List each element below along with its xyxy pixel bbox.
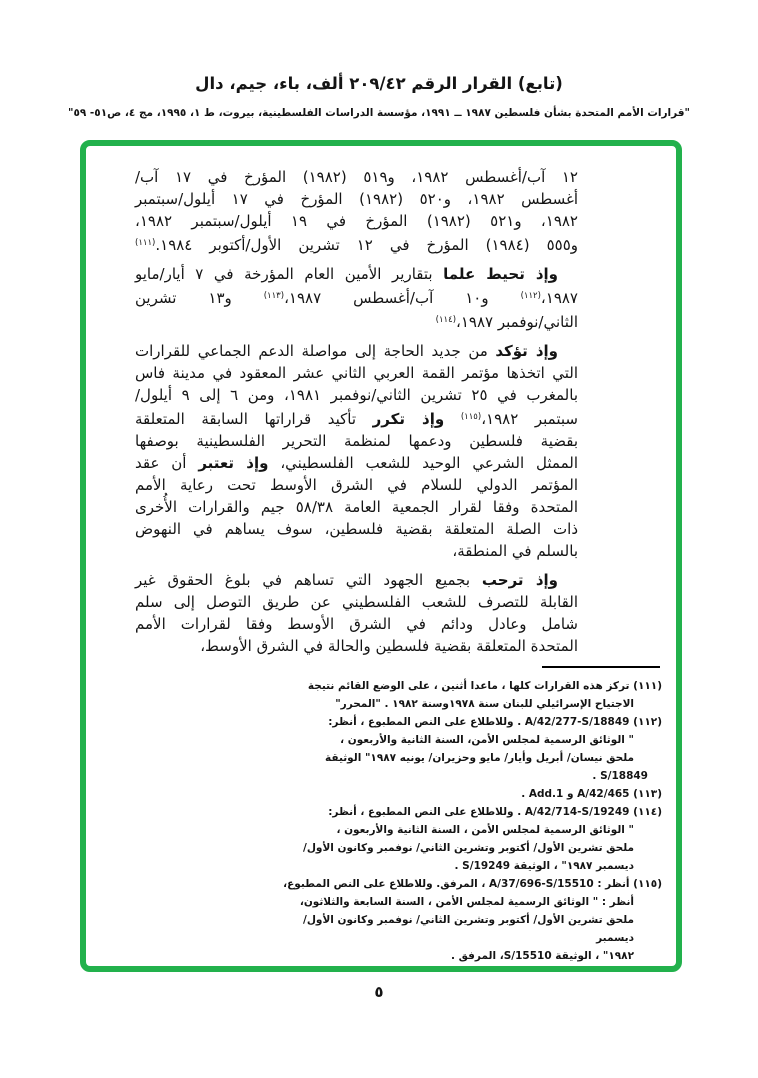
text-line: [135, 285, 578, 309]
text-line: [135, 232, 578, 256]
text-segment: و٥٥٥ (١٩٨٤) المؤرخ في ١٢ تشرين الأول/أكتوبر ١٩٨٤.: [155, 236, 578, 254]
text-segment: شامل وعادل ودائم في الشرق الأوسط وفقا لقرارات الأمم: [135, 615, 578, 633]
page-number: ٥: [374, 983, 384, 1001]
text-segment: وإذ تحيط علما: [443, 265, 558, 283]
text-line: [135, 569, 578, 591]
text-segment: و١٠ آب/أغسطس ١٩٨٧،: [284, 289, 521, 307]
source-citation: "قرارات الأمم المتحدة بشأن فلسطين ١٩٨٧ ــ ١٩٩١، مؤسسة الدراسات الفلسطينية، بيروت، ط ١، ١٩٩٥، مج ٤، ص٥١- ٥٩": [67, 107, 691, 119]
footnote-ref: (١١١): [135, 238, 156, 248]
text-line: [282, 767, 662, 785]
text-segment: بجميع الجهود التي تساهم في بلوغ الحقوق غير: [135, 571, 482, 589]
text-line: [282, 839, 662, 857]
text-segment: بتقارير الأمين العام المؤرخة في ٧ أيار/مايو: [135, 265, 444, 283]
text-segment: وإذ تؤكد: [495, 342, 559, 360]
text-segment: بالمغرب في ٢٥ تشرين الثاني/نوفمبر ١٩٨١، ومن ٦ إلى ٩ أيلول/: [135, 386, 578, 404]
text-line: [282, 695, 662, 713]
text-segment: (١١٣) A/42/465 و Add.1 .: [521, 788, 662, 800]
text-line: [135, 430, 578, 452]
text-segment: " الوثائق الرسمية لمجلس الأمن، السنة الثانية والأربعون ،: [340, 734, 634, 746]
text-segment: أغسطس ١٩٨٢، و٥٢٠ (١٩٨٢) المؤرخ في ١٧ أيلول/سبتمبر: [135, 190, 578, 208]
text-segment: " الوثائق الرسمية لمجلس الأمن ، السنة الثانية والأربعون ،: [336, 824, 634, 836]
text-line: [282, 857, 662, 875]
text-segment: ١٩٨٧،: [540, 289, 578, 307]
footnote-ref: (١١٤): [435, 315, 457, 325]
text-line: [282, 713, 662, 731]
text-segment: الثاني/نوفمبر ١٩٨٧،: [456, 313, 578, 331]
text-line: [135, 166, 578, 188]
text-line: [282, 785, 662, 803]
text-line: [282, 749, 662, 767]
text-segment: وإذ تعتبر: [198, 454, 269, 472]
text-segment: و١٣ تشرين: [135, 289, 264, 307]
text-line: [282, 731, 662, 749]
text-segment: بالسلم في المنطقة،: [452, 542, 578, 560]
text-segment: (١١١) تركز هذه القرارات كلها ، ماعدا أثنين ، على الوضع القائم نتيجة: [307, 680, 662, 692]
text-segment: (١١٤) A/42/714-S/19249 . وللاطلاع على النص المطبوع ، أنظر:: [328, 806, 662, 818]
text-line: [135, 496, 578, 518]
text-segment: التي اتخذها مؤتمر القمة العربي الثاني عشر المعقود في مدينة فاس: [135, 364, 578, 382]
text-segment: ذات الصلة المتعلقة بقضية فلسطين، سوف يساهم في النهوض: [135, 520, 578, 538]
text-line: [135, 340, 578, 362]
text-line: [282, 677, 662, 695]
text-segment: ملحق تشرين الأول/ أكتوبر وتشرين الثاني/ نوفمبر وكانون الأول/ ديسمبر: [302, 914, 634, 944]
text-line: [135, 362, 578, 384]
text-segment: المؤتمر الدولي للسلام في الشرق الأوسط تحت رعاية الأمم: [135, 476, 578, 494]
footnotes-block: [282, 677, 662, 965]
text-segment: (١١٢) A/42/277-S/18849 . وللاطلاع على النص المطبوع ، أنظر:: [328, 716, 662, 728]
text-line: [282, 947, 662, 965]
text-line: [135, 518, 578, 540]
footnote-separator-rule: [542, 666, 660, 668]
text-line: [282, 911, 662, 947]
text-segment: سبتمبر ١٩٨٢،: [481, 410, 578, 428]
text-segment: أنظر : " الوثائق الرسمية لمجلس الأمن ، السنة السابعة والثلاثون،: [299, 896, 634, 908]
text-line: [282, 803, 662, 821]
text-line: [135, 309, 578, 333]
text-line: [135, 613, 578, 635]
text-line: [135, 474, 578, 496]
text-segment: [444, 410, 461, 428]
text-line: [135, 188, 578, 210]
text-segment: وإذ ترحب: [481, 571, 558, 589]
text-line: [135, 406, 578, 430]
text-segment: أن عقد: [135, 454, 199, 472]
text-line: [135, 384, 578, 406]
text-segment: ملحق تشرين الأول/ أكتوبر وتشرين الثاني/ نوفمبر وكانون الأول/: [302, 842, 634, 854]
text-segment: تأكيد قراراتها السابقة المتعلقة: [135, 410, 373, 428]
text-segment: ملحق نيسان/ أبريل وأيار/ مايو وحزيران/ يونيه ١٩٨٧" الوثيقة: [325, 752, 634, 764]
text-line: [135, 210, 578, 232]
text-segment: من جديد الحاجة إلى مواصلة الدعم الجماعي للقرارات: [135, 342, 496, 360]
footnote-ref: (١١٢): [520, 291, 541, 301]
text-line: [135, 540, 578, 562]
text-segment: ١٢ آب/أغسطس ١٩٨٢، و٥١٩ (١٩٨٢) المؤرخ في ١٧ آب/: [135, 168, 578, 186]
text-segment: الممثل الشرعي الوحيد للشعب الفلسطيني،: [268, 454, 578, 472]
text-segment: الاجتياح الإسرائيلي للبنان سنة ١٩٧٨وسنة ١٩٨٢ . "المحرر": [335, 698, 634, 710]
text-segment: S/18849 .: [592, 770, 648, 782]
text-line: [282, 875, 662, 893]
text-segment: بقضية فلسطين ودعمها لمنظمة التحرير الفلسطينية بوصفها: [135, 432, 578, 450]
text-segment: القابلة للتصرف للشعب الفلسطيني عن طريق التوصل إلى سلم: [135, 593, 578, 611]
text-segment: (١١٥) أنظر : A/37/696-S/15510 ، المرفق. وللاطلاع على النص المطبوع،: [283, 878, 662, 890]
text-line: [135, 452, 578, 474]
text-line: [282, 821, 662, 839]
text-segment: ديسمبر ١٩٨٧" ، الوثيقة S/19249 .: [454, 860, 634, 872]
text-line: [135, 263, 578, 285]
text-segment: ١٩٨٢" ، الوثيقة S/15510، المرفق .: [450, 950, 634, 962]
text-line: [282, 893, 662, 911]
resolution-body-text: [135, 166, 578, 657]
text-segment: المتحدة المتعلقة بقضية فلسطين والحالة في الشرق الأوسط،: [200, 637, 578, 655]
resolution-continuation-title: (تابع) القرار الرقم ٢٠٩/٤٢ ألف، باء، جيم، دال: [195, 74, 563, 93]
text-segment: المتحدة وفقا لقرار الجمعية العامة ٥٨/٣٨ جيم والقرارات الأُخرى: [135, 498, 578, 516]
text-segment: وإذ تكرر: [372, 410, 445, 428]
text-line: [135, 635, 578, 657]
footnote-ref: (١١٥): [460, 412, 482, 422]
text-segment: ١٩٨٢، و٥٢١ (١٩٨٢) المؤرخ في ١٩ أيلول/سبتمبر ١٩٨٢،: [135, 212, 578, 230]
text-line: [135, 591, 578, 613]
footnote-ref: (١١٣): [263, 291, 285, 301]
